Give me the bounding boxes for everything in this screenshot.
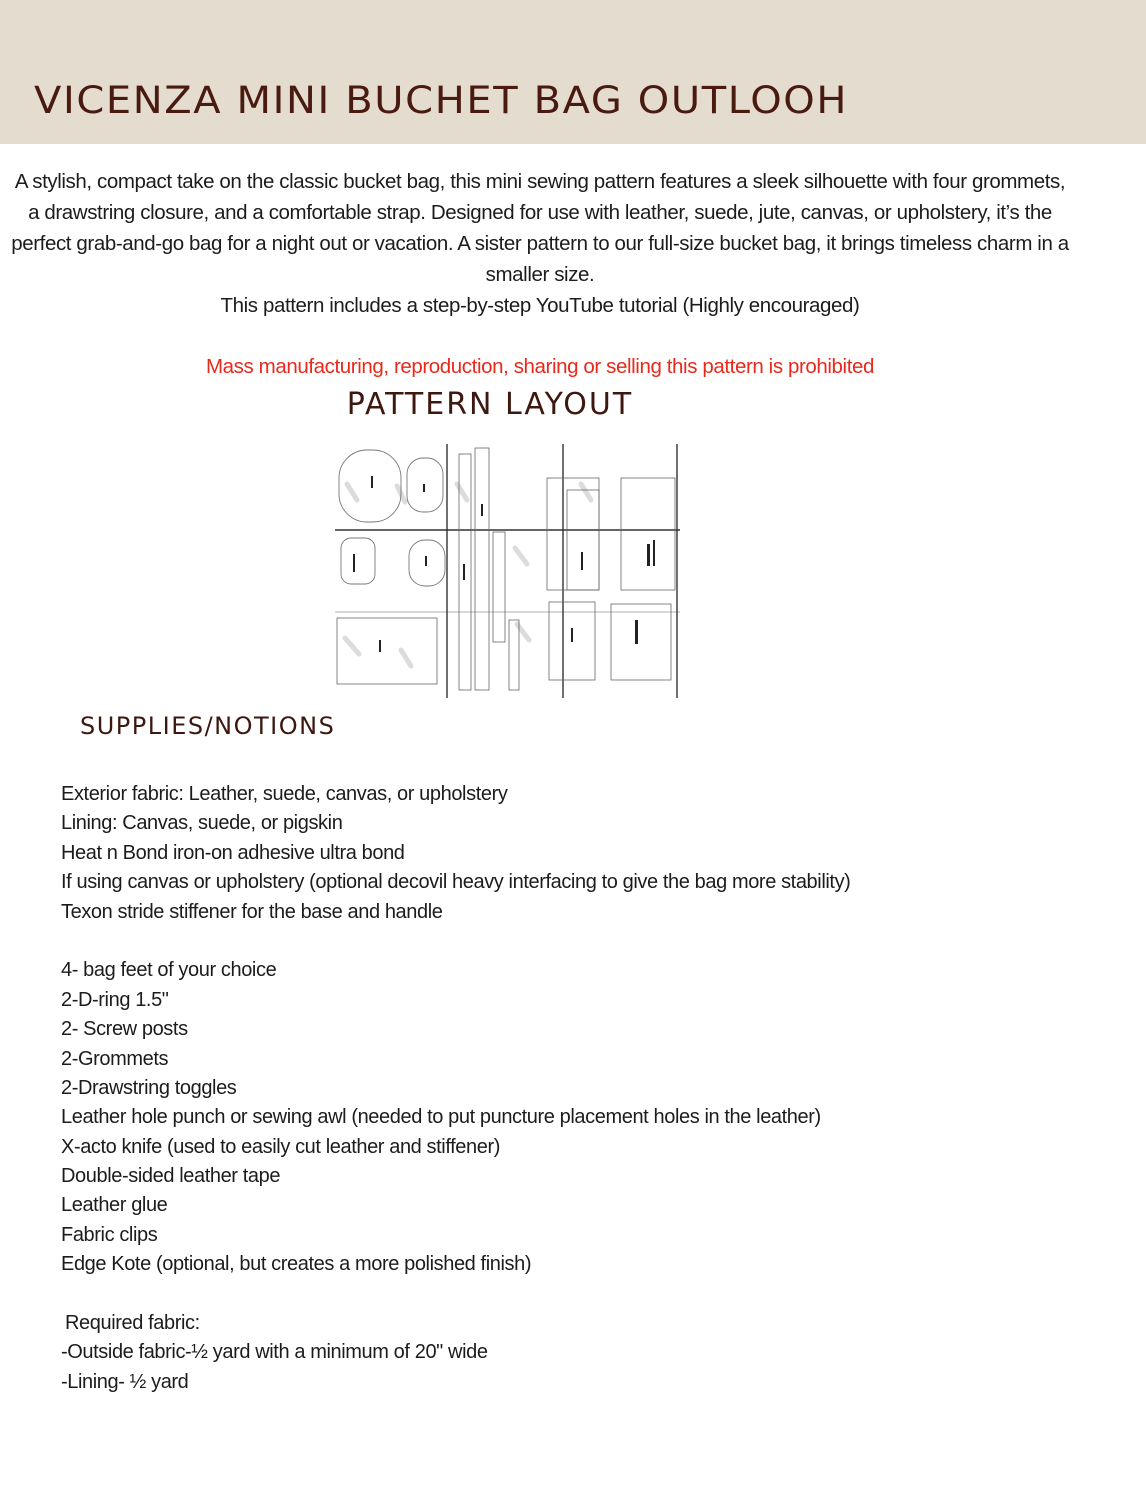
list-spacer [61,1280,850,1309]
list-item: Fabric clips [61,1223,158,1246]
list-item: Texon stride stiffener for the base and handle [61,900,443,923]
list-item: 2-D-ring 1.5" [61,988,169,1011]
list-item: Heat n Bond iron-on adhesive ultra bond [61,841,405,864]
list-item: Edge Kote (optional, but creates a more polished finish) [61,1253,532,1276]
copyright-warning: Mass manufacturing, reproduction, sharing or selling this pattern is prohibited [205,355,875,378]
intro-description [10,166,1070,321]
list-item: If using canvas or upholstery (optional decovil heavy interfacing to give the bag more stability) [61,871,851,894]
page-title: VICENZA MINI BUCHET BAG OUTLOOH [34,79,849,122]
list-item: Leather hole punch or sewing awl (needed to put puncture placement holes in the leather) [61,1106,821,1129]
tutorial-note: This pattern includes a step-by-step YouTube tutorial (Highly encouraged) [220,294,860,317]
list-spacer [61,927,850,956]
list-item: X-acto knife (used to easily cut leather and stiffener) [61,1135,500,1158]
list-item: -Outside fabric-½ yard with a minimum of 20" wide [61,1341,488,1364]
list-item: 4- bag feet of your choice [61,959,277,982]
list-item: 2-Drawstring toggles [61,1076,237,1099]
list-item: Lining: Canvas, suede, or pigskin [61,812,343,835]
pattern-layout-image [335,444,680,698]
supplies-list [61,780,850,1397]
pattern-layout-heading: PATTERN LAYOUT [346,387,634,422]
list-item: 2- Screw posts [61,1018,188,1041]
list-item: Double-sided leather tape [61,1165,281,1188]
list-item: -Lining- ½ yard [61,1370,189,1393]
list-item: 2-Grommets [61,1047,169,1070]
list-item: Exterior fabric: Leather, suede, canvas, or upholstery [61,783,508,805]
description-paragraph: A stylish, compact take on the classic bucket bag, this mini sewing pattern features a sleek silhouette with four grommets, a drawstring closure, and a comfortable strap. Designed for use with leather, suede, jute, canvas, or upholstery, it’s the perfect grab-and-go bag for a night out or vacation. A sister pattern to our full-size bucket bag, it brings timeless charm in a smaller size. [11,170,1069,286]
supplies-heading: SUPPLIES/NOTIONS [80,712,336,740]
required-fabric-label: Required fabric: [65,1312,200,1335]
list-item: Leather glue [61,1194,168,1217]
